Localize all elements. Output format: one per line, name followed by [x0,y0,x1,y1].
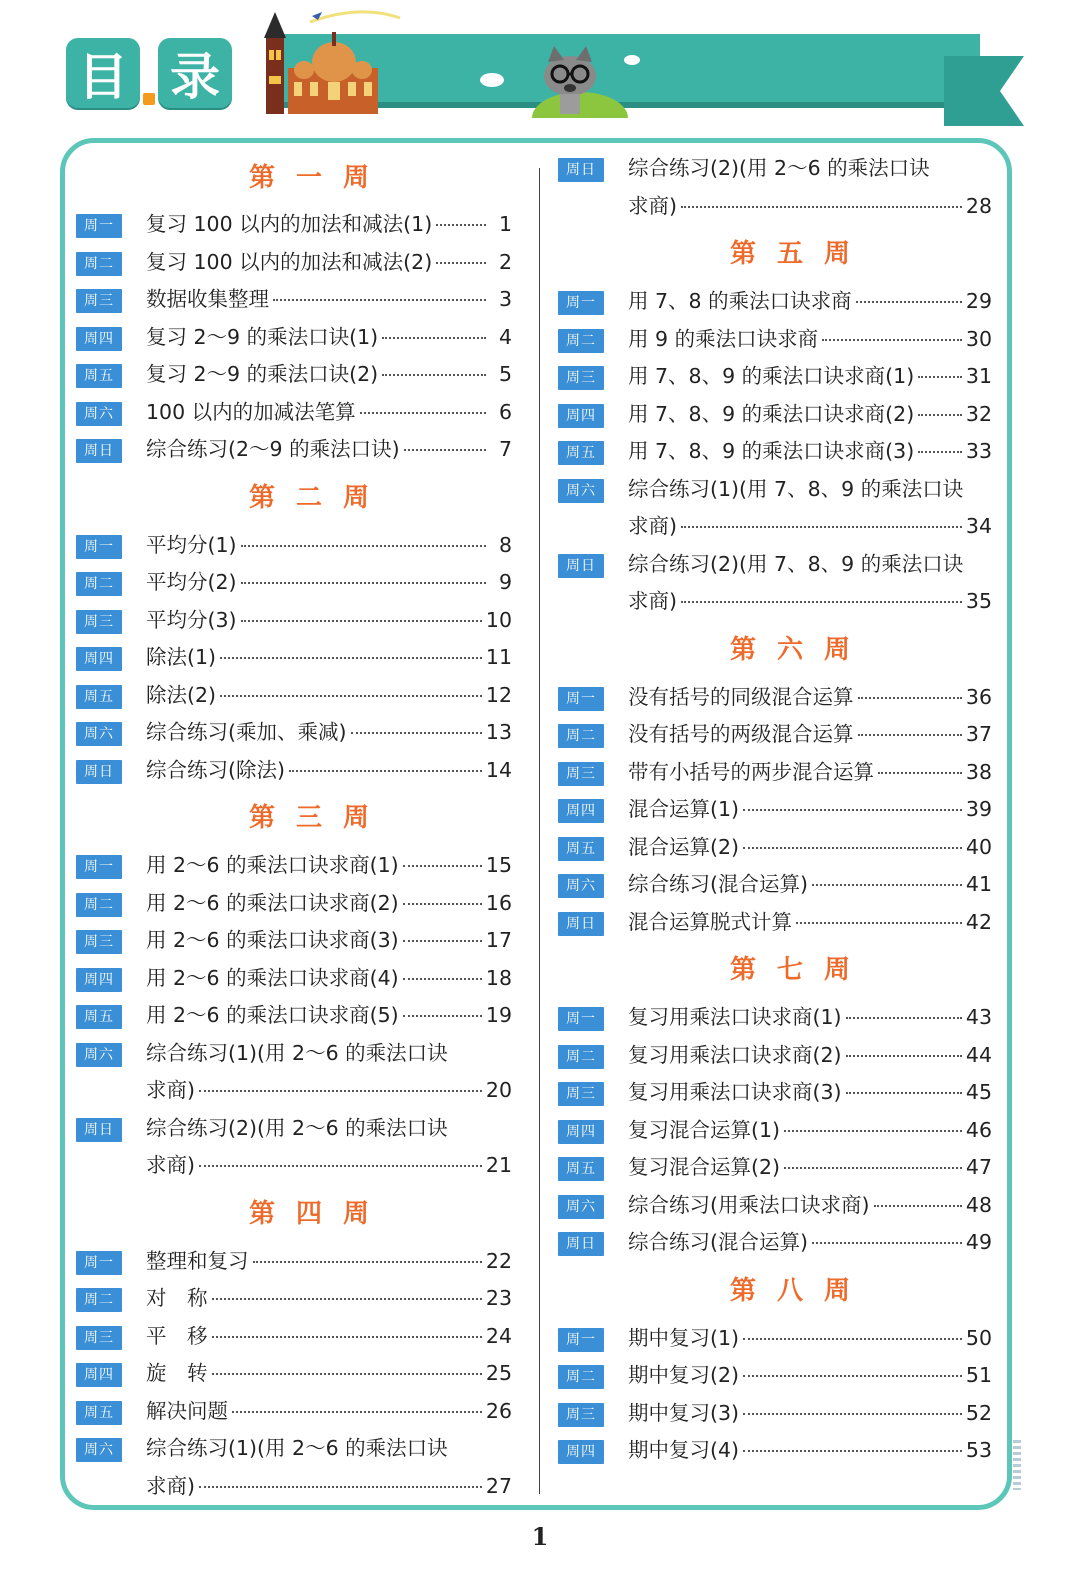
entry-title: 求商) [146,1153,195,1177]
entry-title: 用 9 的乘法口诀求商 [628,326,819,351]
toc-title-char-2: 录 [158,38,232,108]
day-badge: 周一 [558,291,604,315]
toc-column-left [76,150,512,1505]
dot-leader [918,375,962,378]
entry-page-number: 14 [485,757,512,782]
entry-title: 求商) [146,1473,195,1498]
toc-entry[interactable] [76,281,512,319]
day-badge: 周四 [76,1363,122,1387]
day-badge: 周一 [76,214,122,238]
toc-entry[interactable] [76,527,512,565]
entry-title: 期中复习(1) [628,1325,740,1350]
toc-entry[interactable] [76,885,512,923]
entry-title: 混合运算脱式计算 [628,909,792,934]
entry-title: 没有括号的两级混合运算 [628,722,854,746]
day-badge: 周日 [558,158,604,182]
day-badge: 周日 [76,1118,122,1142]
entry-title: 求商) [628,193,677,218]
week-heading: 第 五 周 [729,239,857,269]
entry-title: 期中复习(2) [628,1363,740,1387]
toc-entry[interactable] [558,1224,992,1262]
entry-page-number: 38 [965,759,992,784]
entry-page-number: 22 [485,1248,512,1273]
day-badge: 周四 [558,1440,604,1464]
day-badge: 周五 [558,837,604,861]
dot-leader [403,977,482,980]
toc-entry[interactable] [558,358,992,396]
toc-entry[interactable] [76,1110,512,1185]
entry-page-number: 45 [965,1080,992,1104]
dot-leader [212,1297,482,1300]
toc-entry[interactable] [76,1035,512,1110]
entry-title: 综合练习(乘加、乘减) [146,720,347,744]
day-badge: 周一 [76,1251,122,1275]
entry-title: 用 2～6 的乘法口诀求商(4) [146,965,399,990]
day-badge: 周二 [76,252,122,276]
entry-page-number: 36 [965,684,992,709]
entry-title: 求商) [628,589,677,613]
dot-leader [918,450,962,453]
entry-title: 综合练习(混合运算) [628,872,808,896]
day-badge: 周六 [76,722,122,746]
day-badge: 周二 [558,1045,604,1069]
dot-leader [918,413,962,416]
day-badge: 周六 [558,1195,604,1219]
entry-page-number: 49 [965,1230,992,1254]
column-divider [539,168,540,1494]
entry-page-number: 2 [498,249,512,274]
toc-entry[interactable] [558,1187,992,1225]
dot-leader [874,1204,962,1207]
entry-title: 旋 转 [146,1361,208,1385]
dot-leader [743,1412,962,1415]
entry-title: 混合运算(2) [628,834,740,859]
dot-leader [743,1337,962,1340]
toc-entry[interactable] [76,1355,512,1393]
toc-entry[interactable] [558,1432,992,1470]
toc-column-right [558,150,992,1470]
dot-leader [436,223,486,226]
dot-leader [220,694,482,697]
entry-title: 带有小括号的两步混合运算 [628,759,874,784]
day-badge: 周一 [558,1007,604,1031]
toc-entry[interactable] [76,206,512,244]
week-heading: 第 二 周 [248,482,376,513]
entry-page-number: 24 [485,1323,512,1348]
dot-leader [403,864,482,867]
entry-page-number: 18 [485,965,512,990]
toc-entry[interactable] [76,1430,512,1505]
entry-page-number: 21 [485,1153,512,1177]
toc-entry[interactable] [558,829,992,867]
week-heading: 第 七 周 [729,955,857,985]
entry-page-number: 32 [965,401,992,426]
week-heading: 第 六 周 [729,634,857,665]
dot-leader [241,581,486,584]
dot-leader [796,921,962,924]
day-badge: 周二 [558,329,604,353]
entry-title: 混合运算(1) [628,797,740,821]
day-badge: 周四 [558,799,604,823]
entry-page-number: 25 [485,1361,512,1385]
entry-page-number: 40 [965,834,992,859]
day-badge: 周三 [558,1403,604,1427]
toc-entry[interactable] [558,1395,992,1433]
entry-title: 综合练习(2～9 的乘法口诀) [146,437,400,461]
dot-leader [199,1164,482,1167]
toc-entry[interactable] [558,150,992,225]
toc-entry[interactable] [76,714,512,752]
dot-leader [436,261,486,264]
entry-title: 解决问题 [146,1398,228,1423]
entry-page-number: 31 [965,364,992,388]
entry-title: 用 7、8 的乘法口诀求商 [628,289,852,313]
week-heading: 第 一 周 [248,163,376,193]
day-badge: 周三 [76,289,122,313]
dot-leader [846,1091,962,1094]
entry-title: 平 移 [146,1323,208,1348]
toc-entry[interactable] [558,1320,992,1358]
day-badge: 周五 [76,685,122,709]
toc-entry[interactable] [558,904,992,942]
day-badge: 周日 [558,912,604,936]
entry-title: 期中复习(4) [628,1438,740,1462]
entry-page-number: 15 [485,853,512,877]
entry-title: 100 以内的加减法笔算 [146,399,356,424]
dot-leader [403,939,482,942]
toc-entry[interactable] [558,791,992,829]
entry-page-number: 10 [485,607,512,632]
day-badge: 周六 [76,402,122,426]
toc-entry[interactable] [558,546,992,621]
day-badge: 周六 [558,874,604,898]
toc-entry[interactable] [76,244,512,282]
day-badge: 周日 [76,760,122,784]
entry-page-number: 52 [965,1400,992,1425]
toc-entry[interactable] [76,319,512,357]
entry-title: 综合练习(除法) [146,757,285,782]
toc-title-char-1: 目 [66,38,140,108]
entry-page-number: 1 [498,212,512,236]
entry-title: 综合练习(用乘法口诀求商) [628,1192,870,1217]
day-badge: 周一 [76,855,122,879]
day-badge: 周三 [76,1326,122,1350]
entry-title: 复习 2～9 的乘法口诀(1) [146,324,379,349]
day-badge: 周三 [558,1082,604,1106]
dot-leader [858,733,962,736]
entry-title: 数据收集整理 [146,287,269,311]
dot-leader [403,1014,482,1017]
entry-title: 平均分(1) [146,532,237,557]
entry-page-number: 41 [965,872,992,896]
entry-page-number: 34 [965,514,992,538]
dot-leader [681,205,962,208]
entry-title: 综合练习(1)(用 7、8、9 的乘法口诀 [628,476,964,501]
entry-page-number: 3 [498,287,512,311]
toc-entry[interactable] [558,754,992,792]
entry-title: 复习 2～9 的乘法口诀(2) [146,362,379,386]
dot-leader [212,1372,482,1375]
entry-page-number: 51 [965,1363,992,1387]
day-badge: 周二 [76,893,122,917]
entry-title: 用 2～6 的乘法口诀求商(1) [146,853,399,877]
dot-leader [846,1054,962,1057]
entry-page-number: 6 [498,399,512,424]
dot-leader [289,769,482,772]
day-badge: 周三 [76,610,122,634]
day-badge: 周三 [558,366,604,390]
entry-title: 用 2～6 的乘法口诀求商(3) [146,928,399,952]
entry-page-number: 30 [965,326,992,351]
entry-page-number: 23 [485,1286,512,1310]
day-badge: 周四 [76,647,122,671]
toc-entry[interactable] [558,679,992,717]
day-badge: 周五 [558,1157,604,1181]
entry-title: 除法(1) [146,645,217,669]
toc-entry[interactable] [558,1037,992,1075]
entry-page-number: 33 [965,439,992,463]
entry-page-number: 35 [965,589,992,613]
week-heading: 第 八 周 [729,1275,857,1306]
toc-entry[interactable] [76,602,512,640]
dot-leader [404,448,486,451]
entry-page-number: 42 [965,909,992,934]
toc-entry[interactable] [558,1357,992,1395]
toc-entry[interactable] [76,677,512,715]
entry-title: 除法(2) [146,682,217,707]
day-badge: 周五 [558,441,604,465]
entry-title: 综合练习(混合运算) [628,1230,808,1254]
entry-title: 没有括号的同级混合运算 [628,684,854,709]
toc-entry[interactable] [76,922,512,960]
entry-page-number: 17 [485,928,512,952]
dot-leader [846,1016,962,1019]
day-badge: 周四 [558,1120,604,1144]
entry-page-number: 47 [965,1155,992,1179]
entry-title: 用 2～6 的乘法口诀求商(5) [146,1003,399,1027]
day-badge: 周日 [76,439,122,463]
dot-leader [743,846,962,849]
entry-page-number: 44 [965,1042,992,1067]
toc-entry[interactable] [76,639,512,677]
entry-page-number: 8 [498,532,512,557]
dot-leader [878,771,962,774]
toc-entry[interactable] [76,847,512,885]
entry-title: 综合练习(2)(用 2～6 的乘法口诀 [628,156,930,180]
dot-leader [360,411,486,414]
dot-leader [199,1485,482,1488]
entry-page-number: 46 [965,1117,992,1142]
toc-entry[interactable] [76,394,512,432]
toc-entry[interactable] [558,1074,992,1112]
dot-leader [212,1335,482,1338]
entry-page-number: 26 [485,1398,512,1423]
toc-entry[interactable] [558,283,992,321]
entry-page-number: 9 [498,570,512,594]
dot-leader [351,731,482,734]
entry-title: 求商) [146,1078,195,1102]
entry-page-number: 28 [965,193,992,218]
dot-leader [220,656,482,659]
entry-title: 复习 100 以内的加法和减法(1) [146,212,433,236]
dot-leader [241,619,482,622]
dot-leader [743,1449,962,1452]
toc-entry[interactable] [558,866,992,904]
toc-entry[interactable] [76,997,512,1035]
entry-title: 求商) [628,514,677,538]
entry-page-number: 53 [965,1438,992,1462]
day-badge: 周二 [76,1288,122,1312]
castle-illustration-icon [250,6,690,118]
dot-leader [382,373,486,376]
header-banner-ribbon-tail [944,56,1024,126]
entry-title: 综合练习(2)(用 2～6 的乘法口诀 [146,1115,448,1140]
day-badge: 周四 [76,968,122,992]
toc-entry[interactable] [558,433,992,471]
entry-page-number: 4 [498,324,512,349]
entry-title: 复习用乘法口诀求商(3) [628,1080,842,1104]
dot-leader [382,336,486,339]
entry-page-number: 19 [485,1003,512,1027]
entry-title: 平均分(2) [146,570,237,594]
dot-leader [232,1410,482,1413]
entry-title: 复习 100 以内的加法和减法(2) [146,249,433,274]
entry-title: 平均分(3) [146,607,237,632]
toc-entry[interactable] [76,1280,512,1318]
toc-entry[interactable] [76,564,512,602]
dot-leader [253,1260,482,1263]
page-header [0,0,1080,140]
entry-page-number: 50 [965,1325,992,1350]
title-dot-decoration [143,93,155,105]
toc-entry[interactable] [558,1112,992,1150]
dot-leader [199,1089,482,1092]
entry-title: 用 2～6 的乘法口诀求商(2) [146,890,399,915]
toc-entry[interactable] [558,716,992,754]
toc-entry[interactable] [76,1318,512,1356]
dot-leader [403,902,482,905]
dot-leader [273,298,486,301]
entry-title: 用 7、8、9 的乘法口诀求商(1) [628,364,915,388]
entry-page-number: 39 [965,797,992,821]
toc-entry[interactable] [558,1149,992,1187]
day-badge: 周五 [76,1401,122,1425]
dot-leader [822,338,962,341]
toc-entry[interactable] [76,1393,512,1431]
entry-page-number: 43 [965,1005,992,1029]
week-heading: 第 四 周 [248,1198,376,1229]
entry-title: 综合练习(1)(用 2～6 的乘法口诀 [146,1436,448,1460]
day-badge: 周二 [558,724,604,748]
toc-entry[interactable] [558,999,992,1037]
dot-leader [856,300,962,303]
toc-entry[interactable] [558,321,992,359]
edge-scan-mark [1013,1440,1021,1490]
entry-title: 对 称 [146,1286,208,1310]
page-number: 1 [531,1522,549,1551]
entry-page-number: 13 [485,720,512,744]
dot-leader [858,696,962,699]
entry-page-number: 48 [965,1192,992,1217]
entry-title: 复习混合运算(1) [628,1117,781,1142]
entry-page-number: 37 [965,722,992,746]
toc-entry[interactable] [76,431,512,469]
day-badge: 周二 [558,1365,604,1389]
dot-leader [812,1241,962,1244]
toc-entry[interactable] [558,471,992,546]
toc-entry[interactable] [76,356,512,394]
entry-title: 用 7、8、9 的乘法口诀求商(2) [628,401,915,426]
dot-leader [743,1374,962,1377]
day-badge: 周六 [558,479,604,503]
day-badge: 周日 [558,554,604,578]
entry-page-number: 5 [498,362,512,386]
dot-leader [812,883,962,886]
day-badge: 周五 [76,1005,122,1029]
dot-leader [241,544,486,547]
dot-leader [784,1129,962,1132]
day-badge: 周六 [76,1438,122,1462]
dot-leader [681,600,962,603]
day-badge: 周六 [76,1043,122,1067]
entry-title: 期中复习(3) [628,1400,740,1425]
entry-page-number: 27 [485,1473,512,1498]
dot-leader [784,1166,962,1169]
toc-entry[interactable] [76,960,512,998]
day-badge: 周一 [558,1328,604,1352]
entry-page-number: 20 [485,1078,512,1102]
day-badge: 周三 [76,930,122,954]
entry-title: 综合练习(2)(用 7、8、9 的乘法口诀 [628,551,964,576]
entry-page-number: 29 [965,289,992,313]
day-badge: 周四 [76,327,122,351]
entry-page-number: 12 [485,682,512,707]
entry-page-number: 7 [498,437,512,461]
entry-title: 复习混合运算(2) [628,1155,781,1179]
entry-title: 复习用乘法口诀求商(2) [628,1042,842,1067]
entry-page-number: 11 [485,645,512,669]
day-badge: 周一 [558,687,604,711]
dot-leader [743,808,962,811]
toc-entry[interactable] [76,1243,512,1281]
day-badge: 周五 [76,364,122,388]
day-badge: 周三 [558,762,604,786]
day-badge: 周一 [76,535,122,559]
dot-leader [681,525,962,528]
entry-title: 综合练习(1)(用 2～6 的乘法口诀 [146,1040,448,1065]
day-badge: 周四 [558,404,604,428]
toc-entry[interactable] [76,752,512,790]
entry-title: 用 7、8、9 的乘法口诀求商(3) [628,439,915,463]
entry-page-number: 16 [485,890,512,915]
entry-title: 复习用乘法口诀求商(1) [628,1005,842,1029]
day-badge: 周日 [558,1232,604,1256]
toc-entry[interactable] [558,396,992,434]
day-badge: 周二 [76,572,122,596]
week-heading: 第 三 周 [248,803,376,833]
entry-title: 整理和复习 [146,1248,249,1273]
